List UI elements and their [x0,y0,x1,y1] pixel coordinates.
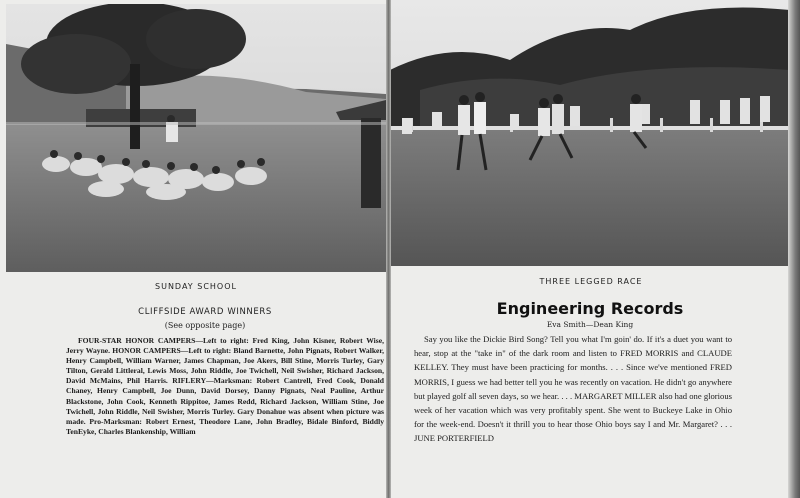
engineering-records-byline: Eva Smith—Dean King [546,320,634,329]
engineering-records-text: Say you like the Dickie Bird Song? Tell you what I'm goin' do. If it's a duet you want to hear, stop at the "take in" of the dark room and listen to FRED MORRIS and CLAUDE KELLEY. They must have been practicing for months. . . . Since we've mentioned FRED MORRIS, I guess we had better tell you he was recently on vacation. He didn't go anywhere but played golf all seven days, so we hear. . . . MARGARET MILLER also had one glorious week of her vacation which was very profitably spent. She went to Buckeye Lake in Ohio for the week-end. Doesn't it thrill you to hear those Ohio boys say I and Mr. Margaret? . . . JUNE PORTERFIELD [414,334,732,444]
award-winners-heading: CLIFFSIDE AWARD WINNERS [138,307,272,317]
three-legged-race-caption: THREE LEGGED RACE [539,277,643,286]
award-winners-subheading: (See opposite page) [164,321,246,330]
award-winners-text: FOUR-STAR HONOR CAMPERS—Left to right: Fred King, John Kisner, Robert Wise, Jerry Wayne. HONOR CAMPERS—Left to right: Bland Barnette, John Pignats, Robert Walker, Henry Campbell, William Warner, James Chapman, Joe Akers, Bill Stine, Morris Turley, Gary Tilton, Gerald Littleral, Lewis Moss, John Riddle, Joe Twichell, Neil Swisher, Richard Jackson, David McMains, Phil Harris. RIFLERY—Marksman: Robert Cantrell, Fred Cook, Donald Chaney, Henry Campbell, Joe Dunn, David Dorsey, Danny Pignats, Neal Pauline, Arthur Blackstone, John Cook, Kenneth Rippitoe, James Redd, Richard Jackson, William Stine, Joe Twichell, John Riddle, Neil Swisher, Morris Turley. Gary Donahue was absent when picture was made. Pro-Marksman: Robert Ernest, Theodore Lane, John Bradley, Bidale Binford, Biddly TenEyke, Charles Blankenship, William [66,336,384,436]
sunday-school-caption: SUNDAY SCHOOL [155,282,237,291]
three-legged-race-photo [390,0,790,266]
engineering-records-heading: Engineering Records [496,299,684,318]
page-edge [788,0,800,498]
page-gutter [386,0,391,498]
sunday-school-photo [6,4,386,272]
